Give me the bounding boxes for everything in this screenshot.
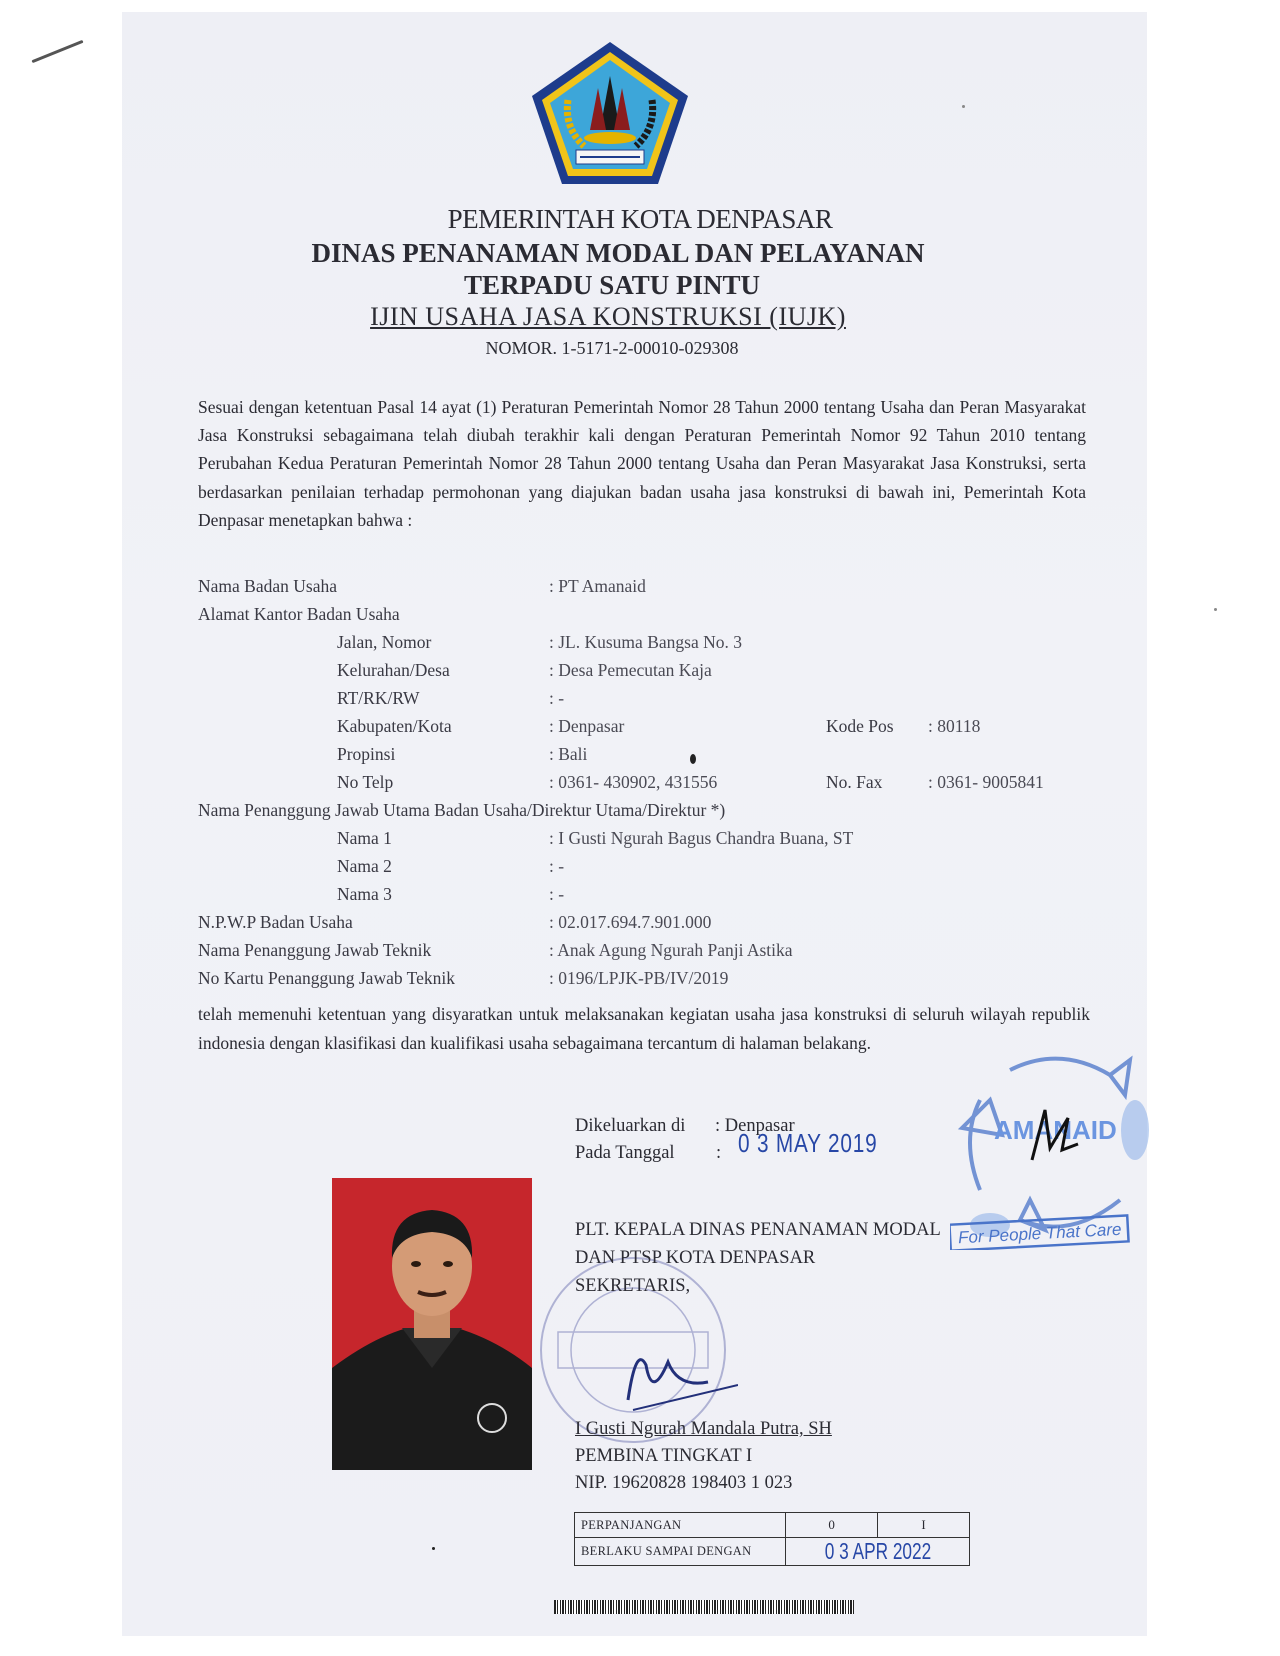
agency-title-line1: DINAS PENANAMAN MODAL DAN PELAYANAN xyxy=(311,238,925,268)
village-label: Kelurahan/Desa xyxy=(337,660,450,680)
fax-label: No. Fax xyxy=(826,772,883,792)
validity-label: BERLAKU SAMPAI DENGAN xyxy=(575,1538,786,1566)
renewal-count-2: I xyxy=(878,1513,970,1538)
street-value: : JL. Kusuma Bangsa No. 3 xyxy=(549,632,742,652)
validity-date: 0 3 APR 2022 xyxy=(824,1538,931,1564)
signatory-name: I Gusti Ngurah Mandala Putra, SH xyxy=(575,1419,832,1439)
regency-value: : Denpasar xyxy=(549,716,625,736)
barcode xyxy=(554,1600,854,1614)
signatory-rank: PEMBINA TINGKAT I xyxy=(575,1446,753,1466)
issue-date-colon: : xyxy=(716,1143,722,1163)
tech-card-label: No Kartu Penanggung Jawab Teknik xyxy=(198,968,456,988)
speck xyxy=(962,105,965,108)
applicant-photo xyxy=(332,1178,532,1470)
agency-title-line2: TERPADU SATU PINTU xyxy=(463,270,761,300)
person-photo-icon xyxy=(332,1178,532,1470)
village-value: : Desa Pemecutan Kaja xyxy=(549,660,712,680)
fax-value: : 0361- 9005841 xyxy=(928,772,1044,792)
government-title: PEMERINTAH KOTA DENPASAR xyxy=(447,204,833,234)
speck xyxy=(1214,608,1217,611)
issue-place-label: Dikeluarkan di xyxy=(575,1116,686,1136)
name1-value: : I Gusti Ngurah Bagus Chandra Buana, ST xyxy=(549,828,854,848)
tech-person-label: Nama Penanggung Jawab Teknik xyxy=(198,940,432,960)
renewal-label: PERPANJANGAN xyxy=(575,1513,786,1538)
rt-rw-label: RT/RK/RW xyxy=(337,688,420,708)
company-stamp-slogan: For People That Care xyxy=(957,1219,1122,1248)
issue-place-value: : Denpasar xyxy=(715,1116,795,1136)
phone-label: No Telp xyxy=(337,772,394,792)
name3-value: : - xyxy=(549,884,565,904)
document-title: IJIN USAHA JASA KONSTRUKSI (IUJK) xyxy=(370,302,846,331)
province-label: Propinsi xyxy=(337,744,396,764)
company-name-value: : PT Amanaid xyxy=(549,576,646,596)
street-label: Jalan, Nomor xyxy=(337,632,432,652)
name3-label: Nama 3 xyxy=(337,884,392,904)
regency-label: Kabupaten/Kota xyxy=(337,716,452,736)
postal-code-value: : 80118 xyxy=(928,716,981,736)
denpasar-emblem-icon xyxy=(528,38,692,188)
company-name-label: Nama Badan Usaha xyxy=(198,576,337,596)
rt-rw-value: : - xyxy=(549,688,565,708)
issue-date-label: Pada Tanggal xyxy=(575,1143,675,1163)
signatory-title-line1: PLT. KEPALA DINAS PENANAMAN MODAL xyxy=(575,1220,941,1240)
intro-paragraph: Sesuai dengan ketentuan Pasal 14 ayat (1) Peraturan Pemerintah Nomor 28 Tahun 2000 tentang Usaha dan Peran Masyarakat Jasa Konstruksi sebagaimana telah diubah terakhir kali dengan Peraturan Pemerintah Nomor 92 Tahun 2010 tentang Perubahan Kedua Peraturan Pemerintah Nomor 28 Tahun 2000 tentang Usaha dan Peran Masyarakat Jasa Konstruksi, serta berdasarkan penilaian terhadap permohonan yang diajukan badan usaha jasa konstruksi di bawah ini, Pemerintah Kota Denpasar menetapkan bahwa : xyxy=(198,397,1086,530)
speck xyxy=(432,1547,435,1550)
responsible-heading: Nama Penanggung Jawab Utama Badan Usaha/Direktur Utama/Direktur *) xyxy=(198,800,726,820)
phone-value: : 0361- 430902, 431556 xyxy=(549,772,718,792)
validity-row xyxy=(575,1538,970,1566)
signatory-nip: NIP. 19620828 198403 1 023 xyxy=(575,1473,793,1493)
issue-date-value: 0 3 MAY 2019 xyxy=(738,1128,878,1158)
renewal-row xyxy=(575,1513,970,1538)
closing-paragraph: telah memenuhi ketentuan yang disyaratkan untuk melaksanakan kegiatan usaha jasa konstruksi di seluruh wilayah republik indonesia dengan klasifikasi dan kualifikasi usaha sebagaimana tercantum di halaman belakang. xyxy=(198,1004,1090,1053)
speck xyxy=(690,754,696,764)
npwp-value: : 02.017.694.7.901.000 xyxy=(549,912,712,932)
validity-cell xyxy=(786,1538,970,1566)
postal-code-label: Kode Pos xyxy=(826,716,894,736)
name2-value: : - xyxy=(549,856,565,876)
tech-person-value: : Anak Agung Ngurah Panji Astika xyxy=(549,940,793,960)
signatory-title-line3: SEKRETARIS, xyxy=(575,1276,691,1296)
official-signature xyxy=(628,1360,708,1400)
name2-label: Nama 2 xyxy=(337,856,392,876)
renewal-count-1: 0 xyxy=(786,1513,878,1538)
renewal-table xyxy=(574,1512,970,1566)
issue-date-stamp xyxy=(738,1128,912,1159)
name1-label: Nama 1 xyxy=(337,828,392,848)
tech-card-value: : 0196/LPJK-PB/IV/2019 xyxy=(549,968,729,988)
province-value: : Bali xyxy=(549,744,588,764)
company-stamp-name: AMANAID xyxy=(994,1115,1117,1145)
company-stamp xyxy=(950,1040,1160,1250)
document-number: NOMOR. 1-5171-2-00010-029308 xyxy=(485,338,739,358)
npwp-label: N.P.W.P Badan Usaha xyxy=(198,912,353,932)
office-address-label: Alamat Kantor Badan Usaha xyxy=(198,604,400,624)
signatory-title-line2: DAN PTSP KOTA DENPASAR xyxy=(575,1248,816,1268)
